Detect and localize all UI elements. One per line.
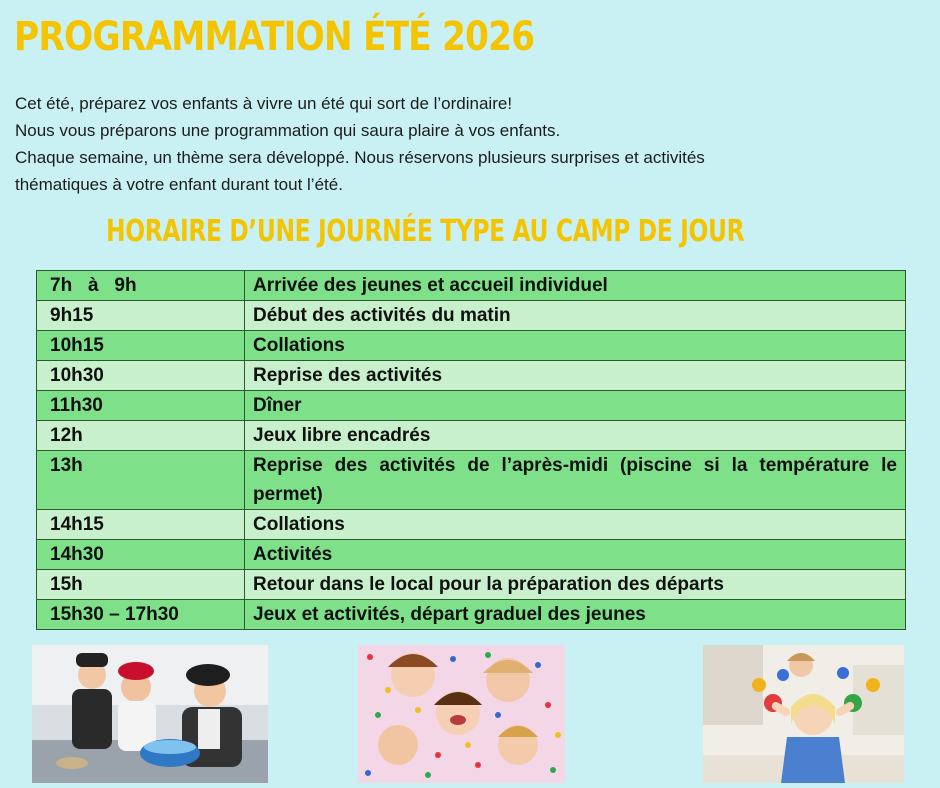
schedule-activity: Arrivée des jeunes et accueil individuel (245, 271, 906, 301)
kids-confetti-photo (358, 645, 565, 783)
schedule-activity: Début des activités du matin (245, 301, 906, 331)
schedule-activity: Jeux libre encadrés (245, 421, 906, 451)
table-row (37, 510, 906, 540)
table-row (37, 301, 906, 331)
table-row (37, 570, 906, 600)
schedule-activity: Reprise des activités de l’après-midi (piscine si la température le permet) (245, 451, 906, 510)
table-row (37, 391, 906, 421)
schedule-activity: Retour dans le local pour la préparation des départs (245, 570, 906, 600)
schedule-time: 10h15 (37, 331, 245, 361)
schedule-time: 13h (37, 451, 245, 510)
intro-line: Nous vous préparons une programmation qui saura plaire à vos enfants. (15, 121, 561, 140)
table-row (37, 361, 906, 391)
intro-line: Cet été, préparez vos enfants à vivre un été qui sort de l’ordinaire! (15, 94, 513, 113)
schedule-activity: Collations (245, 331, 906, 361)
schedule-activity: Activités (245, 540, 906, 570)
table-row (37, 421, 906, 451)
kids-cooking-photo (32, 645, 268, 783)
schedule-table (36, 270, 906, 630)
page-title: PROGRAMMATION ÉTÉ 2026 (14, 14, 535, 60)
table-row (37, 331, 906, 361)
schedule-activity: Jeux et activités, départ graduel des jeunes (245, 600, 906, 630)
schedule-activity: Collations (245, 510, 906, 540)
intro-line: Chaque semaine, un thème sera développé. Nous réservons plusieurs surprises et activités (15, 148, 705, 167)
schedule-activity: Dîner (245, 391, 906, 421)
schedule-title: HORAIRE D’UNE JOURNÉE TYPE AU CAMP DE JOUR (106, 214, 745, 249)
schedule-activity: Reprise des activités (245, 361, 906, 391)
schedule-time: 15h30 – 17h30 (37, 600, 245, 630)
table-row (37, 540, 906, 570)
table-row (37, 600, 906, 630)
table-row (37, 451, 906, 510)
schedule-time: 15h (37, 570, 245, 600)
kids-painted-hands-photo (703, 645, 904, 783)
schedule-time: 7h à 9h (37, 271, 245, 301)
schedule-time: 12h (37, 421, 245, 451)
intro-line: thématiques à votre enfant durant tout l’été. (15, 175, 343, 194)
schedule-time: 11h30 (37, 391, 245, 421)
schedule-time: 10h30 (37, 361, 245, 391)
table-row (37, 271, 906, 301)
intro-text (15, 90, 705, 198)
schedule-time: 14h15 (37, 510, 245, 540)
schedule-time: 9h15 (37, 301, 245, 331)
schedule-time: 14h30 (37, 540, 245, 570)
